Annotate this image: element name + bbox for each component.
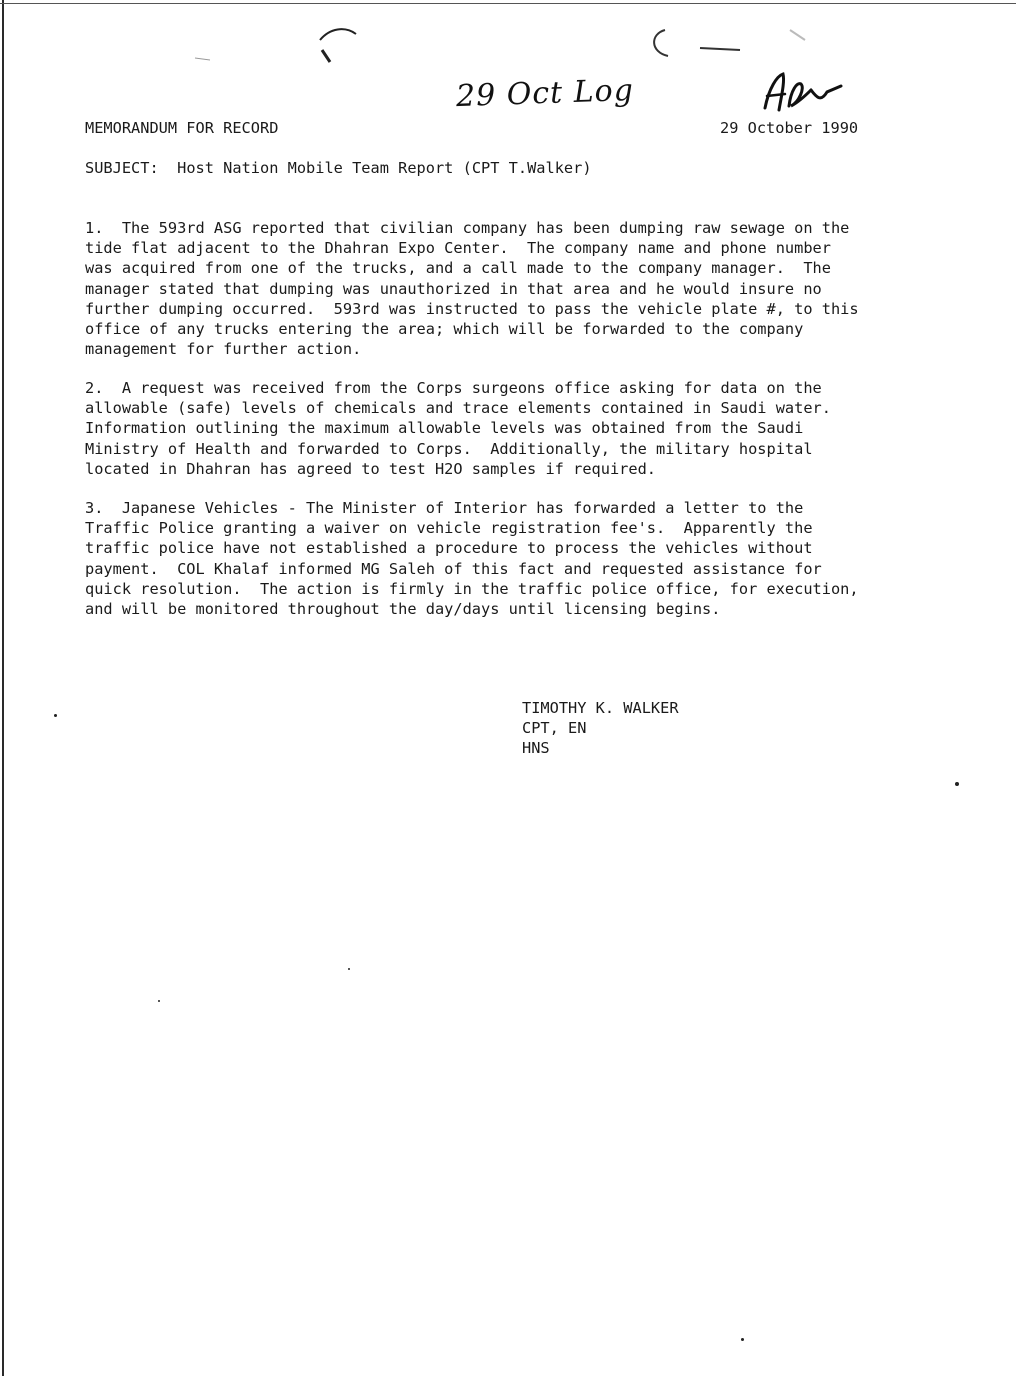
paragraph-line: further dumping occurred. 593rd was instructed to pass the vehicle plate #, to this [85, 299, 859, 318]
paragraph-line: management for further action. [85, 340, 362, 359]
paragraph-line: payment. COL Khalaf informed MG Saleh of this fact and requested assistance for [85, 559, 822, 578]
scan-edge-left [2, 0, 4, 1376]
signer-office: HNS [522, 739, 550, 757]
handwritten-initials-signature [755, 68, 845, 118]
scan-speck [158, 1000, 160, 1002]
signer-name: TIMOTHY K. WALKER [522, 699, 679, 717]
subject-line [85, 158, 592, 178]
scan-speck [348, 968, 350, 970]
handwritten-date-note: 29 Oct Log [455, 72, 635, 115]
memo-date: 29 October 1990 [720, 119, 859, 137]
paragraph-line: traffic police have not established a procedure to process the vehicles without [85, 539, 813, 558]
paragraph-line: quick resolution. The action is firmly in the traffic police office, for execution, [85, 579, 859, 598]
paragraph-line: manager stated that dumping was unauthorized in that area and he would insure no [85, 279, 822, 298]
paragraph-line: 3. Japanese Vehicles - The Minister of Interior has forwarded a letter to the [85, 499, 804, 517]
paragraph-line: was acquired from one of the trucks, and a call made to the company manager. The [85, 259, 831, 278]
scan-marks [0, 0, 1016, 80]
signer-rank: CPT, EN [522, 719, 587, 737]
memo-title: MEMORANDUM FOR RECORD [85, 119, 279, 137]
paragraph-line: located in Dhahran has agreed to test H2O samples if required. [85, 459, 656, 478]
scan-speck [54, 714, 57, 717]
subject-text: Host Nation Mobile Team Report (CPT T.Walker) [177, 159, 592, 177]
paragraph-line: 1. The 593rd ASG reported that civilian company has been dumping raw sewage on the [85, 219, 850, 237]
subject-label: SUBJECT: [85, 159, 159, 177]
paragraph-2 [85, 378, 831, 479]
signature-block [522, 698, 679, 758]
paragraph-line: office of any trucks entering the area; which will be forwarded to the company [85, 320, 804, 339]
paragraph-line: Ministry of Health and forwarded to Corps. Additionally, the military hospital [85, 439, 813, 458]
scan-speck [955, 782, 959, 786]
paragraph-line: allowable (safe) levels of chemicals and trace elements contained in Saudi water. [85, 399, 831, 418]
paragraph-line: tide flat adjacent to the Dhahran Expo Center. The company name and phone number [85, 239, 831, 258]
paragraph-line: Information outlining the maximum allowable levels was obtained from the Saudi [85, 419, 804, 438]
paragraph-1 [85, 218, 859, 359]
paragraph-line: and will be monitored throughout the day/days until licensing begins. [85, 600, 721, 619]
scan-speck [741, 1338, 744, 1341]
paragraph-line: Traffic Police granting a waiver on vehicle registration fee's. Apparently the [85, 519, 813, 538]
paragraph-line: 2. A request was received from the Corps surgeons office asking for data on the [85, 379, 822, 397]
paragraph-3 [85, 498, 859, 619]
